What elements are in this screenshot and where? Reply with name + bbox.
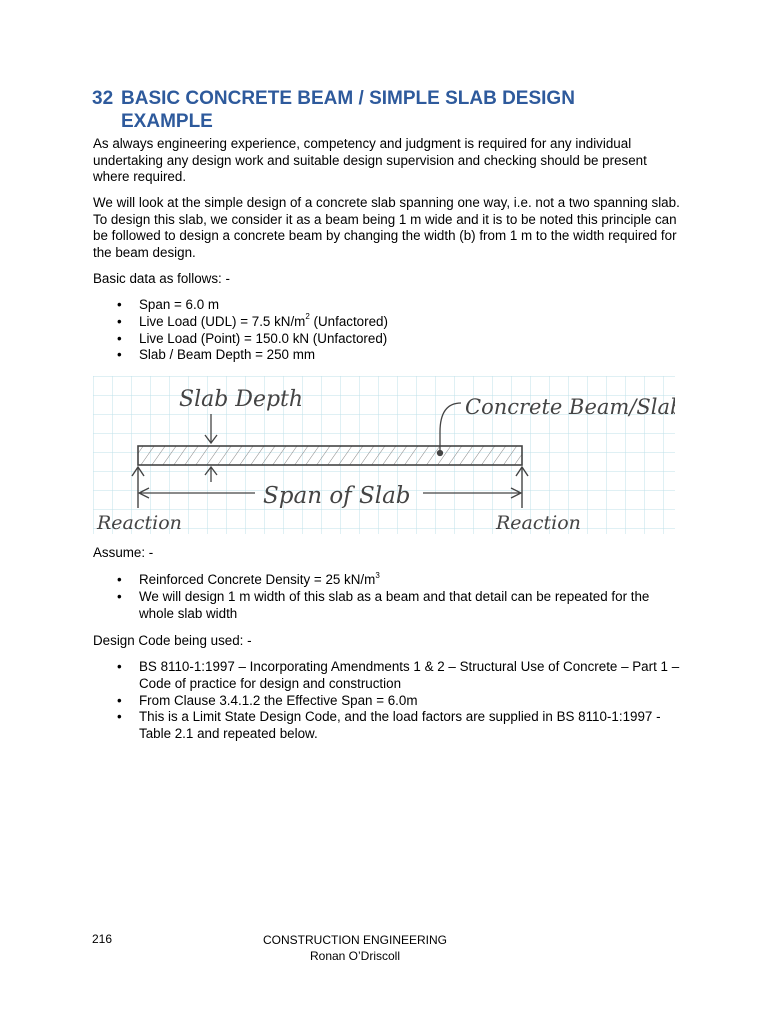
section-heading — [92, 87, 692, 133]
list-item: • We will design 1 m width of this slab as a beam and that detail can be repeated for the whole slab width — [117, 588, 650, 621]
slab-sketch — [93, 376, 675, 534]
assume-intro: Assume: - — [93, 545, 154, 560]
list-item: • Live Load (Point) = 150.0 kN (Unfactored) — [117, 330, 388, 346]
list-item: • This is a Limit State Design Code, and the load factors are supplied in BS 8110-1:1997 - Table 2.1 and repeated below. — [117, 709, 661, 742]
reaction-left-label: Reaction — [97, 512, 182, 534]
slab-beam — [138, 446, 522, 465]
slab-sketch-figure — [93, 376, 675, 534]
assume-list — [93, 572, 683, 622]
list-item: • BS 8110-1:1997 – Incorporating Amendments 1 & 2 – Structural Use of Concrete – Part 1 – Code of practice for design and construction — [117, 659, 680, 691]
page-number: 216 — [92, 932, 113, 946]
footer-credit — [200, 932, 510, 964]
reaction-right-label: Reaction — [496, 512, 581, 534]
basic-data-intro: Basic data as follows: - — [93, 271, 230, 286]
section-title-line2: EXAMPLE — [121, 111, 213, 132]
slab-design-paragraph: We will look at the simple design of a concrete slab spanning one way, i.e. not a two spanning slab. To design this slab, we consider it as a beam being 1 m wide and it is to be noted this principle can be followed to design a concrete beam by changing the width (b) from 1 m to the width required for the beam design. — [93, 195, 680, 260]
span-of-slab-label: Span of Slab — [263, 483, 411, 509]
list-item: • Slab / Beam Depth = 250 mm — [117, 347, 316, 363]
design-code-list — [93, 659, 683, 743]
list-item: • Reinforced Concrete Density = 25 $kN/m^3$ — [117, 570, 380, 587]
section-title-line1: BASIC CONCRETE BEAM / SIMPLE SLAB DESIGN — [121, 88, 575, 109]
list-item: • From Clause 3.4.1.2 the Effective Span = 6.0m — [117, 692, 418, 708]
concrete-beam-label: Concrete Beam/Slab — [465, 395, 675, 419]
list-item: • Span = 6.0 m — [117, 297, 220, 312]
list-item: • Live Load (UDL) = 7.5 $kN/m^2$ (Unfactored) — [117, 312, 388, 329]
basic-data-list — [93, 297, 683, 364]
book-title: CONSTRUCTION ENGINEERING — [262, 933, 447, 947]
section-number: 32 — [92, 88, 114, 109]
author-name: Ronan O’Driscoll — [309, 949, 401, 963]
intro-paragraph: As always engineering experience, competency and judgment is required for any individual undertaking any design work and suitable design supervision and checking should be present where required. — [93, 136, 647, 184]
design-code-intro: Design Code being used: - — [93, 633, 252, 648]
slab-depth-label: Slab Depth — [179, 387, 304, 412]
